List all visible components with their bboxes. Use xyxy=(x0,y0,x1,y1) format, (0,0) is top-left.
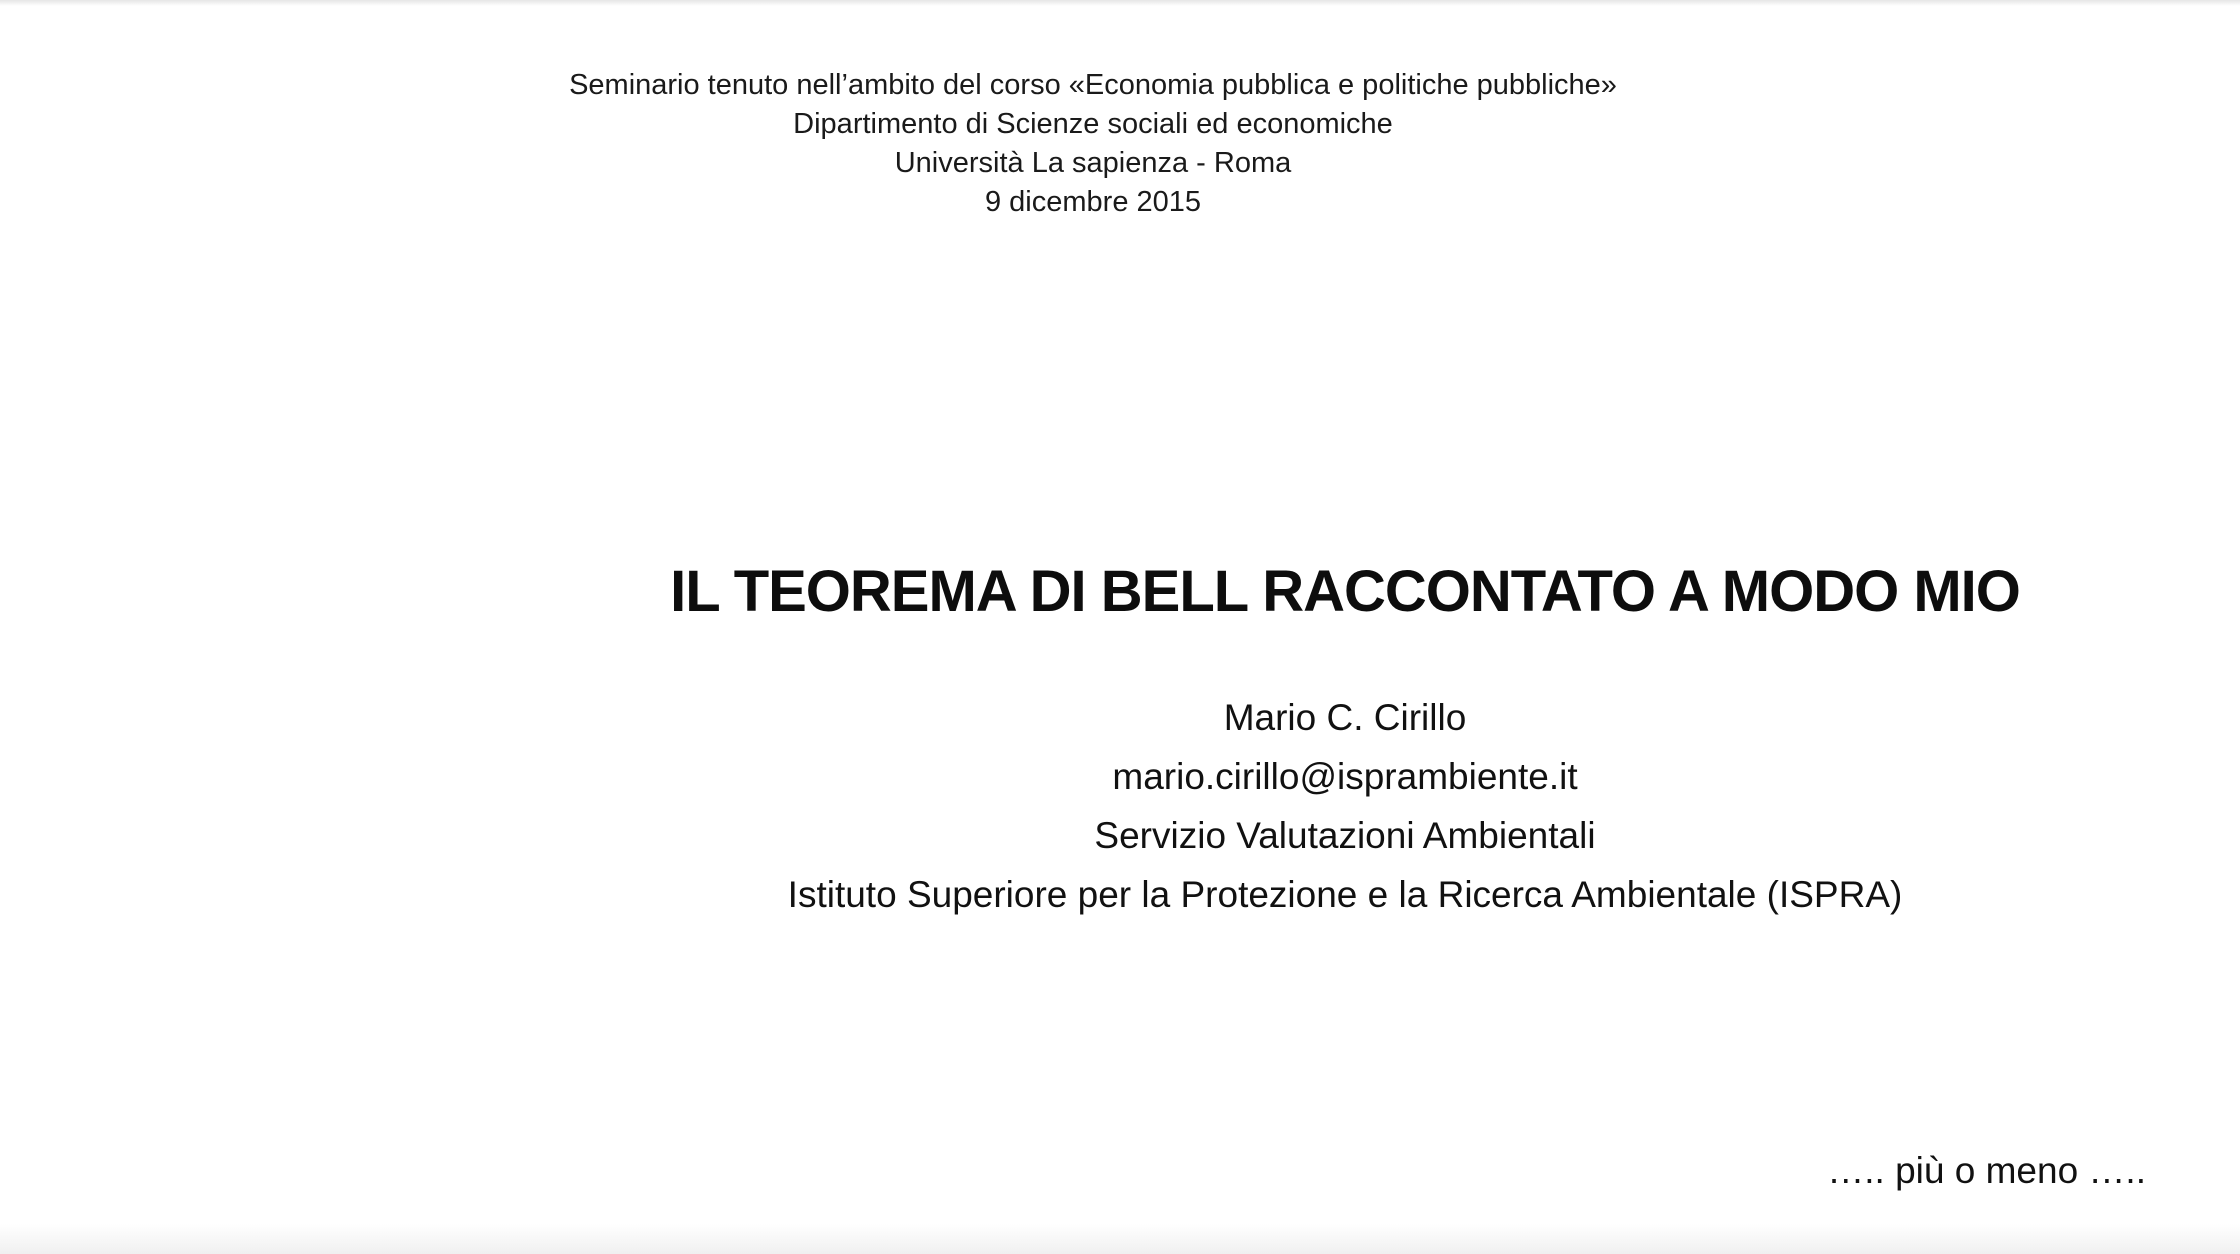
page-bottom-edge xyxy=(0,1224,2240,1254)
seminar-university-line: Università La sapienza - Roma xyxy=(894,147,1292,179)
slide-title: IL TEOREMA DI BELL RACCONTATO A MODO MIO xyxy=(670,559,2020,624)
page-top-edge xyxy=(0,0,2240,6)
author-name: Mario C. Cirillo xyxy=(1223,697,1467,738)
seminar-header xyxy=(0,66,2186,222)
seminar-date: 9 dicembre 2015 xyxy=(984,186,1202,218)
seminar-course-line: Seminario tenuto nell’ambito del corso «Economia pubblica e politiche pubbliche» xyxy=(569,69,1617,101)
author-service: Servizio Valutazioni Ambientali xyxy=(1094,815,1596,856)
author-email: mario.cirillo@isprambiente.it xyxy=(1112,756,1578,797)
author-info xyxy=(0,688,2240,924)
seminar-department-line: Dipartimento di Scienze sociali ed economiche xyxy=(793,108,1393,140)
author-institute: Istituto Superiore per la Protezione e la Ricerca Ambientale (ISPRA) xyxy=(787,874,1903,915)
footer-note: ….. più o meno ….. xyxy=(1827,1150,2146,1191)
